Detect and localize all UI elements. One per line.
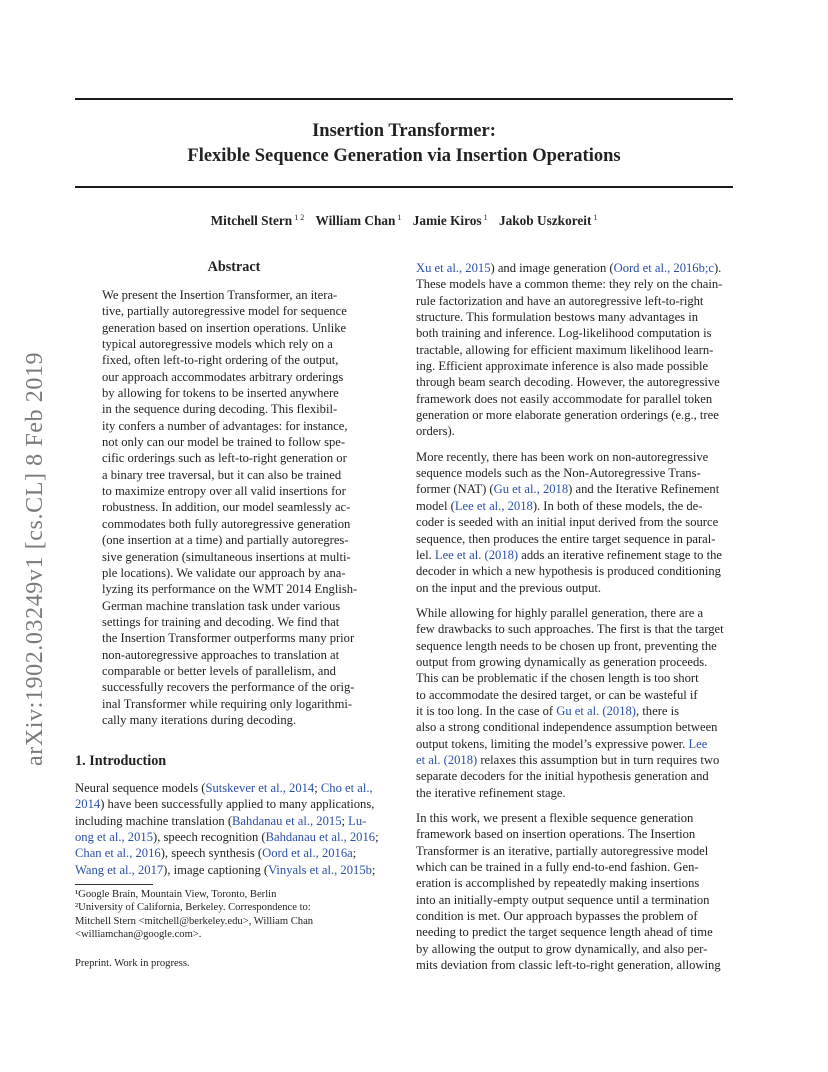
citation-link[interactable]: Xu et al., 2015 — [416, 261, 491, 275]
author — [316, 213, 402, 228]
text-run: ) and image generation ( — [490, 261, 614, 275]
text-run: ). In both of these models, the de- — [532, 498, 703, 513]
text-run: ), image captioning ( — [163, 862, 269, 877]
text-run: This can be problematic if the chosen length is too short — [416, 671, 699, 686]
text-line — [416, 810, 734, 826]
text-line — [416, 563, 734, 579]
author-affiliation: 1 — [593, 213, 598, 222]
text-run: ing. Efficient approximate inference is also made possible — [416, 359, 709, 374]
text-run: sequence, then produces the entire target sequence in paral- — [416, 531, 716, 546]
text-line — [416, 260, 734, 276]
abstract-line: lyzing its performance on the WMT 2014 English- — [102, 582, 358, 597]
text-run: output tokens, limiting the model’s expressive power. — [416, 736, 689, 751]
text-run: ; — [341, 813, 349, 828]
text-line — [416, 892, 734, 908]
citation-link[interactable]: Bahdanau et al., 2016 — [265, 830, 376, 845]
abstract-line: the Insertion Transformer outperforms many prior — [102, 631, 355, 646]
abstract-line: comparable or better levels of parallelism, and — [102, 663, 336, 678]
paragraph-gap — [416, 440, 734, 449]
text-line — [416, 703, 734, 719]
text-line — [416, 736, 734, 752]
text-line — [416, 752, 734, 768]
text-run: needing to predict the target sequence length ahead of time — [416, 925, 713, 940]
text-line — [416, 465, 734, 481]
text-run: it is too long. In the case of — [416, 703, 557, 718]
title-top-rule — [75, 98, 733, 100]
abstract-line: by allowing for tokens to be inserted anywhere — [102, 386, 339, 401]
text-run: separate decoders for the initial hypothesis generation and — [416, 769, 709, 784]
citation-link[interactable]: Gu et al. (2018) — [556, 703, 637, 718]
abstract-line: settings for training and decoding. We find that — [102, 614, 340, 629]
text-line — [416, 342, 734, 358]
text-run: ; — [314, 781, 321, 795]
text-run: rule factorization and have an autoregressive left-to-right — [416, 293, 704, 308]
citation-link[interactable]: et al. (2018) — [416, 752, 478, 767]
citation-link[interactable]: Bahdanau et al., 2015 — [232, 813, 342, 828]
text-run: generation or more elaborate generation orderings (e.g., tree — [416, 408, 719, 423]
text-line — [416, 514, 734, 530]
text-run: few drawbacks to such approaches. The first is that the target — [416, 622, 724, 637]
title-line-2: Flexible Sequence Generation via Insertion Operations — [187, 146, 621, 166]
text-line — [416, 293, 734, 309]
footnote-line: Mitchell Stern <mitchell@berkeley.edu>, William Chan — [75, 915, 314, 927]
abstract-line: in the sequence during decoding. This flexibil- — [102, 402, 338, 417]
abstract-line: typical autoregressive models which rely on a — [102, 337, 333, 352]
author — [499, 213, 597, 228]
abstract-line: sive generation (simultaneous insertions at multi- — [102, 549, 351, 564]
text-run: adds an iterative refinement stage to the — [518, 547, 722, 562]
text-line — [416, 908, 734, 924]
abstract-line: robustness. In addition, our model seamlessly ac- — [102, 500, 351, 515]
text-run: on the input and the previous output. — [416, 580, 602, 595]
text-line — [416, 670, 734, 686]
text-line — [416, 605, 734, 621]
author — [413, 213, 488, 228]
citation-link[interactable]: Chan et al., 2016 — [75, 846, 161, 861]
paragraph-gap — [416, 596, 734, 605]
text-line — [416, 309, 734, 325]
text-run: coder is seeded with an initial input derived from the source — [416, 515, 719, 530]
abstract-line: tive, partially autoregressive model for sequence — [102, 304, 347, 319]
text-run: ; — [352, 846, 357, 861]
right-column-body — [416, 260, 734, 973]
author-name: Mitchell Stern — [210, 213, 293, 228]
text-line — [75, 829, 393, 845]
text-line — [416, 547, 734, 563]
introduction-body — [75, 780, 393, 878]
abstract-line: a binary tree traversal, but it can also be trained — [102, 467, 342, 482]
author-affiliation: 1 2 — [294, 213, 305, 222]
text-run: orders). — [416, 424, 455, 439]
paragraph — [416, 605, 734, 801]
text-line — [75, 845, 393, 861]
text-run: ), speech synthesis ( — [160, 846, 263, 861]
text-run: model ( — [416, 498, 455, 513]
title-line-1: Insertion Transformer: — [312, 121, 496, 141]
abstract-heading: Abstract — [207, 259, 261, 275]
author-affiliation: 1 — [483, 213, 488, 222]
abstract-line: commodates both fully autoregressive generation — [102, 516, 351, 531]
paper-title — [75, 119, 733, 169]
paragraph — [416, 449, 734, 596]
text-run: eration is accomplished by repeatedly making insertions — [416, 876, 700, 891]
author-affiliation: 1 — [397, 213, 402, 222]
text-line — [416, 843, 734, 859]
text-line — [75, 862, 393, 878]
text-line — [416, 498, 734, 514]
text-run: also a strong conditional independence assumption between — [416, 720, 718, 735]
text-line — [416, 391, 734, 407]
text-line — [75, 796, 393, 812]
author-name: William Chan — [315, 213, 396, 228]
introduction-heading: 1. Introduction — [75, 753, 167, 769]
text-line — [416, 654, 734, 670]
title-bottom-rule — [75, 186, 733, 188]
citation-link[interactable]: Sutskever et al., 2014 — [205, 781, 315, 795]
abstract-line: cally many iterations during decoding. — [102, 712, 297, 727]
text-run: ). — [713, 261, 722, 275]
preprint-note: Preprint. Work in progress. — [75, 958, 190, 969]
abstract-line: (one insertion at a time) and partially autoregres- — [102, 533, 349, 548]
abstract-line: generation based on insertion operations. Unlike — [102, 320, 347, 335]
text-run: output from growing dynamically as generation proceeds. — [416, 654, 708, 669]
text-run: ), speech recognition ( — [153, 830, 266, 845]
abstract-line: to maximize entropy over all valid insertions for — [102, 484, 346, 499]
text-run: mits deviation from classic left-to-right generation, allowing — [416, 958, 721, 973]
abstract-line: German machine translation task under various — [102, 598, 341, 613]
citation-link[interactable]: Lu- — [348, 813, 367, 828]
author-name: Jamie Kiros — [412, 213, 482, 228]
author — [211, 213, 305, 228]
text-run: the iterative refinement stage. — [416, 785, 566, 800]
footnote-line: ¹Google Brain, Mountain View, Toronto, Berlin — [75, 889, 277, 900]
text-run: including machine translation ( — [75, 813, 233, 828]
text-run: Transformer is an iterative, partially autoregressive model — [416, 843, 709, 858]
abstract-line: our approach accommodates arbitrary orderings — [102, 369, 344, 384]
text-run: by allowing the output to grow dynamically, and also per- — [416, 941, 708, 956]
text-run: which can be trained in a fully end-to-end fashion. Gen- — [416, 860, 699, 875]
text-line — [416, 687, 734, 703]
text-line — [416, 638, 734, 654]
text-line — [416, 875, 734, 891]
footnote-line: <williamchan@google.com>. — [75, 929, 202, 941]
citation-link[interactable]: Lee et al. (2018) — [434, 547, 519, 562]
citation-link[interactable]: 2014 — [75, 797, 101, 812]
affiliation-footnote — [75, 888, 393, 942]
text-line — [416, 481, 734, 497]
text-run: both training and inference. Log-likelihood computation is — [416, 326, 712, 341]
text-run: sequence length needs to be chosen up front, preventing the — [416, 638, 717, 653]
text-line — [75, 813, 393, 829]
text-run: ) and the Iterative Refinement — [568, 482, 720, 497]
text-line — [416, 580, 734, 596]
paragraph — [416, 810, 734, 973]
text-line — [416, 374, 734, 390]
text-line — [416, 768, 734, 784]
text-line — [416, 941, 734, 957]
text-run: through beam search decoding. However, the autoregressive — [416, 375, 720, 390]
text-line — [416, 449, 734, 465]
text-line — [416, 957, 734, 973]
abstract-line: fixed, often left-to-right ordering of the output, — [102, 353, 339, 368]
citation-link[interactable]: Gu et al., 2018 — [493, 482, 569, 497]
text-line — [416, 358, 734, 374]
text-line — [416, 621, 734, 637]
citation-link[interactable]: ong et al., 2015 — [75, 830, 153, 845]
citation-link[interactable]: Vinyals et al., 2015b — [268, 862, 372, 877]
text-run: to accommodate the desired target, or can be wasteful if — [416, 687, 698, 702]
abstract-line: not only can our model be trained to follow spe- — [102, 435, 346, 450]
text-line — [416, 423, 734, 439]
text-run: Neural sequence models ( — [75, 781, 206, 795]
footnote-rule — [75, 884, 153, 885]
abstract-line: successfully recovers the performance of the orig- — [102, 680, 355, 695]
text-run: structure. This formulation bestows many advantages in — [416, 310, 699, 325]
text-line — [416, 325, 734, 341]
text-run: ) have been successfully applied to many applications, — [100, 797, 375, 812]
text-run: While allowing for highly parallel generation, there are a — [416, 605, 704, 620]
text-line — [416, 531, 734, 547]
arxiv-side-label: arXiv:1902.03249v1 [cs.CL] 8 Feb 2019 — [22, 351, 48, 766]
abstract-line: We present the Insertion Transformer, an itera- — [102, 288, 338, 302]
abstract-line: non-autoregressive approaches to translation at — [102, 647, 340, 662]
citation-link[interactable]: Oord et al., 2016b;c — [613, 261, 714, 275]
citation-link[interactable]: Cho et al., — [320, 781, 373, 795]
text-line — [416, 276, 734, 292]
abstract-body — [102, 287, 366, 728]
text-run: into an initially-empty output sequence until a termination — [416, 892, 710, 907]
text-run: tractable, allowing for efficient maximum likelihood learn- — [416, 342, 714, 357]
text-run: More recently, there has been work on non-autoregressive — [416, 449, 709, 464]
text-run: condition is met. Our approach bypasses the problem of — [416, 909, 698, 924]
text-line — [75, 780, 393, 796]
text-line — [416, 826, 734, 842]
text-run: lel. — [416, 547, 435, 562]
author-list — [75, 213, 733, 229]
abstract-line: ple locations). We validate our approach by ana- — [102, 565, 346, 580]
abstract-line: cific orderings such as left-to-right generation or — [102, 451, 347, 466]
text-run: former (NAT) ( — [416, 482, 494, 497]
text-line — [416, 924, 734, 940]
text-line — [416, 859, 734, 875]
footnote-line: ²University of California, Berkeley. Correspondence to: — [75, 902, 311, 914]
text-run: framework does not easily accommodate for parallel token — [416, 391, 713, 406]
text-run: In this work, we present a flexible sequence generation — [416, 811, 694, 825]
text-line — [416, 785, 734, 801]
paragraph — [416, 260, 734, 440]
text-run: These models have a common theme: they rely on the chain- — [416, 277, 723, 292]
author-name: Jakob Uszkoreit — [498, 213, 592, 228]
text-run: ; — [375, 830, 379, 845]
text-run: , there is — [636, 703, 680, 718]
text-line — [416, 719, 734, 735]
text-run: sequence models such as the Non-Autoregressive Trans- — [416, 466, 701, 481]
citation-link[interactable]: Lee — [688, 736, 708, 751]
text-run: framework based on insertion operations. The Insertion — [416, 827, 696, 842]
abstract-line: ity confers a number of advantages: for instance, — [102, 418, 348, 433]
text-line — [416, 407, 734, 423]
citation-link[interactable]: Wang et al., 2017 — [75, 862, 164, 877]
text-run: decoder in which a new hypothesis is produced conditioning — [416, 564, 721, 579]
citation-link[interactable]: Lee et al., 2018 — [454, 498, 533, 513]
abstract-line: inal Transformer while requiring only logarithmi- — [102, 696, 353, 711]
text-run: relaxes this assumption but in turn requires two — [477, 752, 720, 767]
citation-link[interactable]: Oord et al., 2016a — [262, 846, 353, 861]
paragraph-gap — [416, 801, 734, 810]
text-run: ; — [371, 862, 376, 877]
